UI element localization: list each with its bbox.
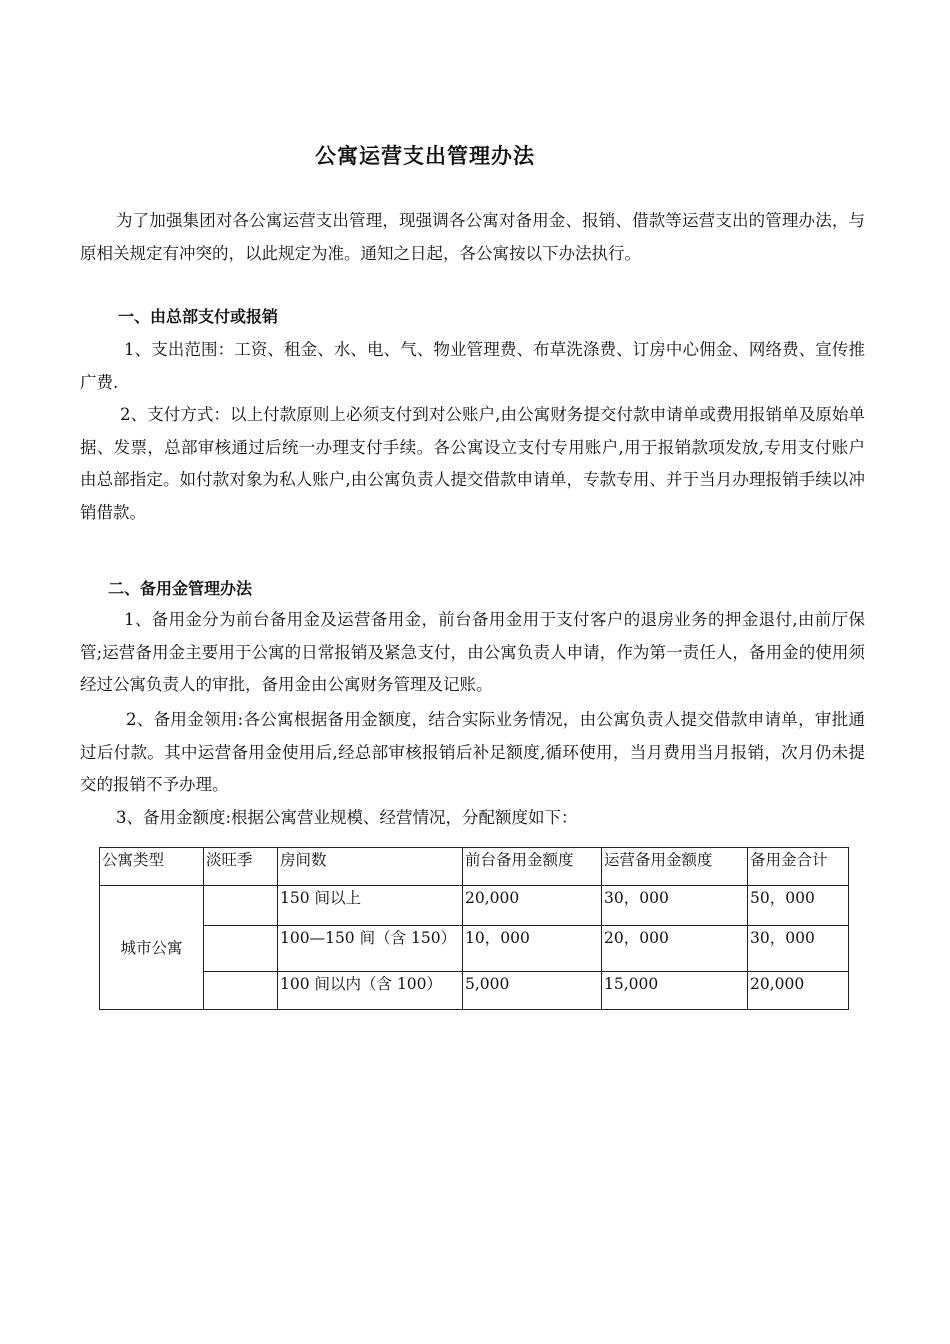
section-1-paragraph-2: 2、支付方式：以上付款原则上必须支付到对公账户,由公寓财务提交付款申请单或费用报销单及原始单据、发票，总部审核通过后统一办理支付手续。各公寓设立支付专用账户,用于报销款项发放,专用支付账户由总部指定。如付款对象为私人账户,由公寓负责人提交借款申请单，专款专用、并于当月办理报销手续以冲销借款。 bbox=[80, 405, 865, 522]
section-1-paragraph-1: 1、支出范围：工资、租金、水、电、气、物业管理费、布草洗涤费、订房中心佣金、网络费、宣传推广费. bbox=[80, 340, 865, 392]
document-title: 公寓运营支出管理办法 bbox=[315, 144, 535, 168]
section-1-heading: 一、由总部支付或报销 bbox=[118, 307, 279, 326]
apartment-type-cell: 城市公寓 bbox=[100, 886, 204, 1010]
front-desk-quota-cell: 20,000 bbox=[463, 886, 602, 926]
table-header-row bbox=[100, 848, 849, 886]
operations-quota-cell: 15,000 bbox=[602, 972, 748, 1010]
table-row bbox=[100, 972, 849, 1010]
front-desk-quota-cell: 5,000 bbox=[463, 972, 602, 1010]
season-cell bbox=[204, 972, 278, 1010]
header-cell: 淡旺季 bbox=[204, 848, 278, 886]
front-desk-quota-cell: 10，000 bbox=[463, 926, 602, 972]
rooms-cell: 100—150 间（含 150） bbox=[278, 926, 463, 972]
section-2-paragraph-1: 1、备用金分为前台备用金及运营备用金，前台备用金用于支付客户的退房业务的押金退付,由前厅保管;运营备用金主要用于公寓的日常报销及紧急支付，由公寓负责人申请，作为第一责任人，备用金的使用须经过公寓负责人的审批，备用金由公寓财务管理及记账。 bbox=[80, 610, 865, 694]
rooms-cell: 100 间以内（含 100） bbox=[278, 972, 463, 1010]
intro-paragraph: 为了加强集团对各公寓运营支出管理，现强调各公寓对备用金、报销、借款等运营支出的管理办法，与原相关规定有冲突的，以此规定为准。通知之日起，各公寓按以下办法执行。 bbox=[80, 211, 865, 263]
total-quota-cell: 30，000 bbox=[748, 926, 849, 972]
rooms-cell: 150 间以上 bbox=[278, 886, 463, 926]
operations-quota-cell: 20，000 bbox=[602, 926, 748, 972]
table-row bbox=[100, 886, 849, 926]
section-2-paragraph-2: 2、备用金领用:各公寓根据备用金额度，结合实际业务情况，由公寓负责人提交借款申请单，审批通过后付款。其中运营备用金使用后,经总部审核报销后补足额度,循环使用，当月费用当月报销，次月仍未提交的报销不予办理。 bbox=[80, 710, 865, 794]
quota-table bbox=[99, 847, 849, 1010]
header-cell: 备用金合计 bbox=[748, 848, 849, 886]
section-2-heading: 二、备用金管理办法 bbox=[108, 579, 253, 598]
header-cell: 公寓类型 bbox=[100, 848, 204, 886]
header-cell: 运营备用金额度 bbox=[602, 848, 748, 886]
season-cell bbox=[204, 886, 278, 926]
table-row bbox=[100, 926, 849, 972]
season-cell bbox=[204, 926, 278, 972]
total-quota-cell: 50，000 bbox=[748, 886, 849, 926]
header-cell: 前台备用金额度 bbox=[463, 848, 602, 886]
total-quota-cell: 20,000 bbox=[748, 972, 849, 1010]
header-cell: 房间数 bbox=[278, 848, 463, 886]
operations-quota-cell: 30，000 bbox=[602, 886, 748, 926]
section-2-paragraph-3: 3、备用金额度:根据公寓营业规模、经营情况，分配额度如下： bbox=[116, 808, 578, 827]
